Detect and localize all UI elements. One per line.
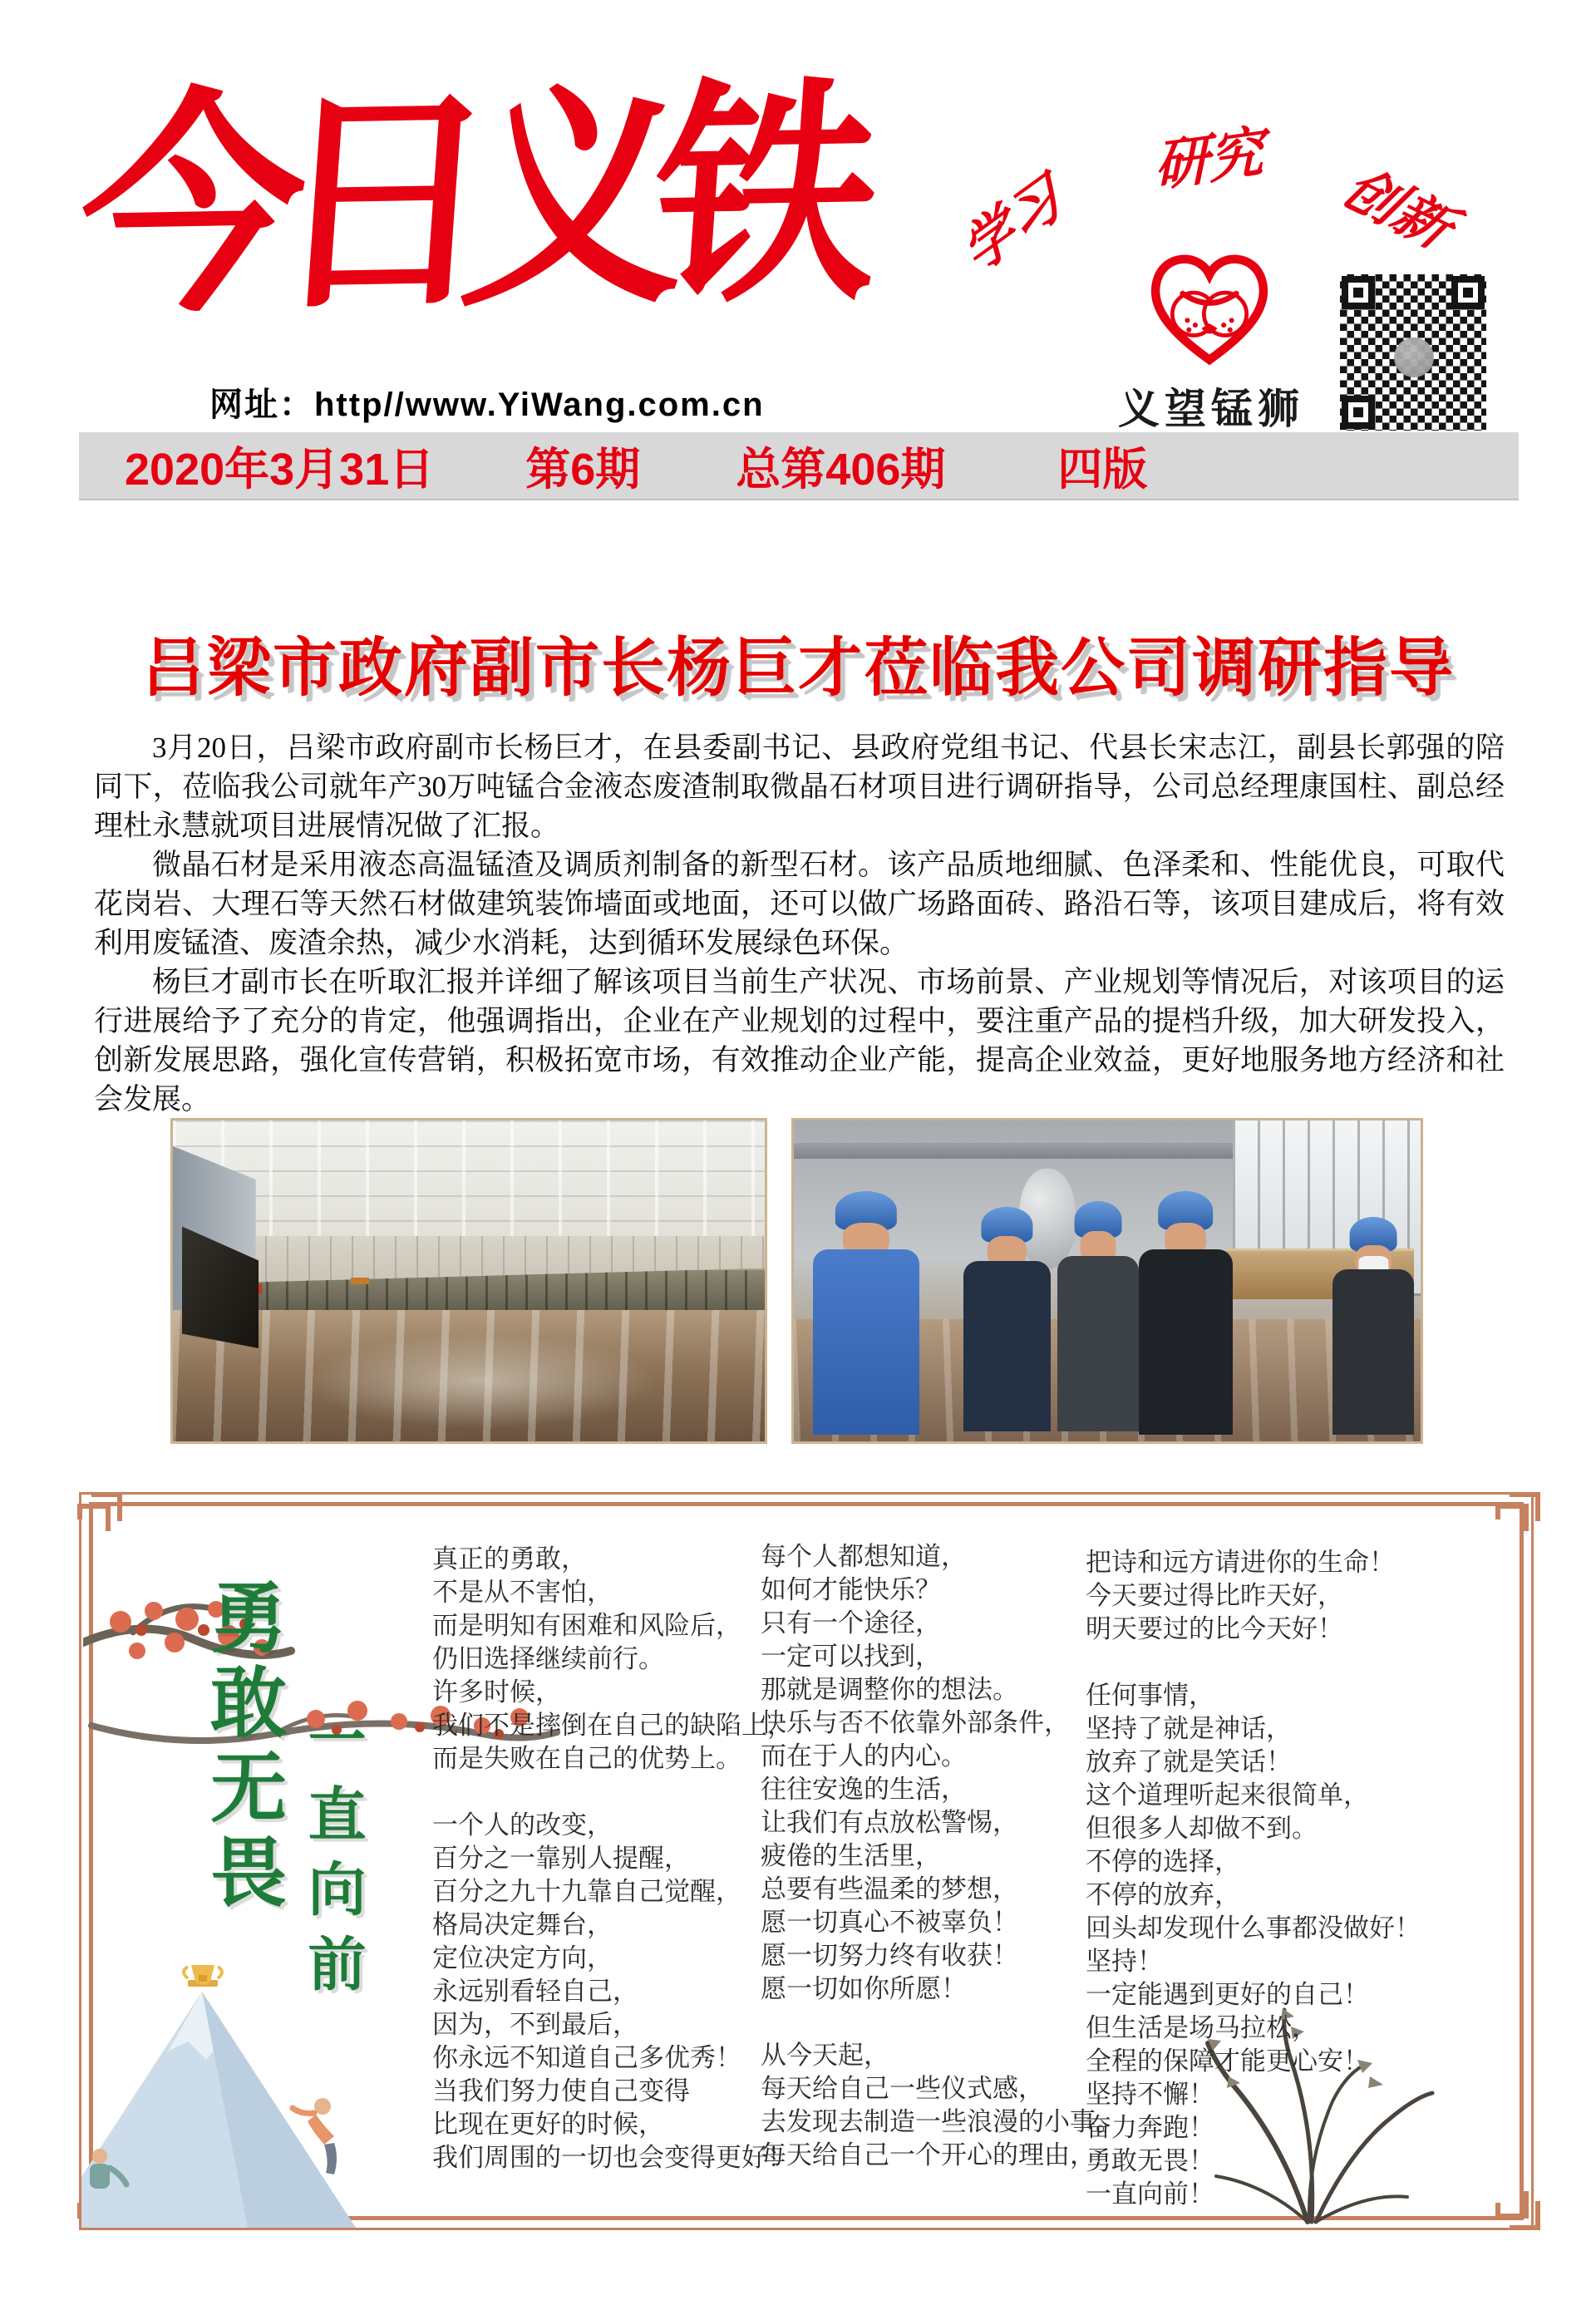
person-black-suit xyxy=(1139,1191,1233,1435)
poem-line: 全程的保障才能更心安！ xyxy=(1086,2046,1369,2076)
person-blue-jacket xyxy=(813,1191,919,1435)
poem-line: 定位决定方向， xyxy=(432,1943,613,1973)
poem-line: 明天要过的比今天好！ xyxy=(1086,1614,1343,1643)
issue-date: 2020年3月31日 xyxy=(125,444,435,495)
poem-line: 但生活是场马拉松， xyxy=(1086,2013,1318,2042)
photo-officials-visit xyxy=(791,1118,1423,1444)
poem-line: 去发现去制造一些浪漫的小事。 xyxy=(761,2107,1121,2136)
poem-line: 而是失败在自己的优势上。 xyxy=(432,1744,741,1773)
poem-line: 不停的放弃， xyxy=(1086,1880,1240,1909)
poem-line: 如何才能快乐？ xyxy=(761,1575,941,1604)
article-paragraph: 微晶石材是采用液态高温锰渣及调质剂制备的新型石材。该产品质地细腻、色泽柔和、性能优良，可取代花岗岩、大理石等天然石材做建筑装饰墙面或地面，还可以做广场路面砖、路沿石等，该项目建成后，将有效利用废锰渣、废渣余热，减少水消耗，达到循环发展绿色环保。 xyxy=(94,849,1505,959)
poem-line: 任何事情， xyxy=(1086,1681,1214,1710)
machine-accent xyxy=(351,1278,369,1284)
issue-number: 第6期 xyxy=(525,444,641,495)
poem-line: 我们周围的一切也会变得更好！ xyxy=(432,2143,793,2172)
qr-code xyxy=(1340,274,1486,431)
poem-line: 那就是调整你的想法。 xyxy=(761,1675,1018,1704)
qr-finder-icon xyxy=(1451,276,1485,309)
poem-line: 勇敢无畏！ xyxy=(1086,2146,1214,2175)
poem-line: 愿一切如你所愿！ xyxy=(761,1974,967,2003)
poem-line: 格局决定舞台， xyxy=(432,1910,613,1939)
torso xyxy=(1332,1269,1414,1435)
poem-line: 坚持了就是神话， xyxy=(1086,1714,1292,1743)
poem-line: 因为，不到最后， xyxy=(432,2010,638,2039)
article-paragraph: 杨巨才副市长在听取汇报并详细了解该项目当前生产状况、市场前景、产业规划等情况后，对该项目的运行进展给予了充分的肯定，他强调指出，企业在产业规划的过程中，要注重产品的提档升级，加大研发投入，创新发展思路，强化宣传营销，积极拓宽市场，有效推动企业产能，提高企业效益，更好地服务地方经济和社会发展。 xyxy=(94,966,1505,1116)
floor-reflection xyxy=(303,1332,658,1429)
poem-line xyxy=(432,1776,793,1809)
torso xyxy=(1139,1249,1233,1435)
poem-line: 不停的选择， xyxy=(1086,1847,1240,1876)
poem-column-3 xyxy=(1086,1546,1421,2211)
poem-line: 真正的勇敢， xyxy=(432,1544,587,1574)
poem-line: 但很多人却做不到。 xyxy=(1086,1814,1318,1843)
poem-line: 仍旧选择继续前行。 xyxy=(432,1644,664,1673)
site-url: 网址：http//www.YiWang.com.cn xyxy=(209,387,765,423)
poem-line: 比现在更好的时候， xyxy=(432,2110,664,2139)
article-headline: 吕梁市政府副市长杨巨才莅临我公司调研指导 xyxy=(141,633,1455,704)
poem-line: 一定能遇到更好的自己！ xyxy=(1086,1980,1369,2009)
mountain-trophy-illustration xyxy=(81,1958,439,2228)
slogan-study: 学习 xyxy=(951,163,1071,286)
poem-line: 这个道理听起来很简单， xyxy=(1086,1780,1369,1810)
poem-line: 你永远不知道自己多优秀！ xyxy=(432,2043,741,2072)
poem-line: 回头却发现什么事都没做好！ xyxy=(1086,1913,1421,1943)
torso xyxy=(963,1261,1052,1431)
person-gray-suit xyxy=(1057,1201,1139,1432)
poem-line: 疲倦的生活里， xyxy=(761,1841,941,1870)
poem-line: 放弃了就是笑话！ xyxy=(1086,1747,1292,1776)
poem-line: 每天给自己一个开心的理由， xyxy=(761,2140,1096,2170)
poem-line xyxy=(761,2006,1121,2039)
masthead-title: 今日义铁 xyxy=(71,55,856,347)
torso xyxy=(813,1249,919,1435)
poem-line: 总要有些温柔的梦想， xyxy=(761,1874,1018,1904)
poem-line: 百分之一靠别人提醒， xyxy=(432,1844,690,1873)
poem-line: 让我们有点放松警惕， xyxy=(761,1808,1018,1837)
page-number: 四版 xyxy=(1057,444,1148,495)
slogan-innovate: 创新 xyxy=(1330,156,1465,260)
poem-line: 坚持！ xyxy=(1086,1947,1163,1976)
vertical-title-sub: 一直向前 xyxy=(300,1709,365,2008)
poem-line: 永远别看轻自己， xyxy=(432,1977,638,2006)
fret-corner-icon xyxy=(70,1483,125,1538)
vertical-title-main: 勇敢无畏 xyxy=(200,1578,284,1917)
poem-column-1 xyxy=(432,1543,793,2174)
poem-line: 而是明知有困难和风险后， xyxy=(432,1611,741,1640)
poem-line: 一定可以找到， xyxy=(761,1642,941,1671)
poem-line: 坚持不懈！ xyxy=(1086,2080,1214,2109)
poem-line: 一直向前！ xyxy=(1086,2179,1214,2209)
slogan-research: 研究 xyxy=(1153,118,1264,199)
qr-finder-icon xyxy=(1342,396,1375,429)
poem-line: 今天要过得比昨天好， xyxy=(1086,1581,1343,1610)
qr-center-logo-icon xyxy=(1394,337,1434,377)
total-issue-number: 总第406期 xyxy=(736,444,946,495)
poem-line: 快乐与否不依靠外部条件， xyxy=(761,1708,1070,1737)
poem-line: 而在于人的内心。 xyxy=(761,1741,967,1771)
poem-line: 一个人的改变， xyxy=(432,1810,613,1840)
person-with-mask xyxy=(1332,1217,1414,1435)
workshop-beam xyxy=(794,1143,1233,1159)
poetry-section-frame xyxy=(79,1492,1534,2230)
logo-text: 义望锰狮 xyxy=(1118,386,1304,432)
article-paragraph: 3月20日，吕梁市政府副市长杨巨才，在县委副书记、县政府党组书记、代县长宋志江，副县长郭强的陪同下，莅临我公司就年产30万吨锰合金液态废渣制取微晶石材项目进行调研指导，公司总经理康国柱、副总经理杜永慧就项目进展情况做了汇报。 xyxy=(94,731,1505,842)
poem-line: 愿一切真心不被辜负！ xyxy=(761,1908,1018,1937)
article-body xyxy=(94,728,1505,1119)
date-bar xyxy=(79,432,1519,500)
poem-line: 当我们努力使自己变得 xyxy=(432,2076,690,2106)
torso xyxy=(1057,1256,1139,1431)
poem-line: 奋力奔跑！ xyxy=(1086,2113,1214,2142)
poem-line: 我们不是摔倒在自己的缺陷上， xyxy=(432,1711,793,1740)
poem-line xyxy=(1086,1646,1421,1679)
fret-corner-icon xyxy=(1488,2184,1543,2239)
lion-heart-logo-icon xyxy=(1130,248,1288,381)
person-navy-suit xyxy=(963,1207,1052,1431)
qr-finder-icon xyxy=(1342,276,1375,309)
poem-line: 百分之九十九靠自己觉醒， xyxy=(432,1877,741,1906)
fret-corner-icon xyxy=(1488,1483,1543,1538)
poem-line: 从今天起， xyxy=(761,2041,889,2070)
photo-factory-workshop xyxy=(170,1118,767,1444)
poem-line: 把诗和远方请进你的生命！ xyxy=(1086,1548,1395,1577)
poem-line: 不是从不害怕， xyxy=(432,1578,613,1607)
poem-line: 每天给自己一些仪式感， xyxy=(761,2074,1044,2103)
poem-line: 愿一切努力终有收获！ xyxy=(761,1941,1018,1970)
poem-line: 只有一个途径， xyxy=(761,1608,941,1638)
poem-line: 每个人都想知道， xyxy=(761,1542,967,1571)
poem-line: 许多时候， xyxy=(432,1677,561,1707)
poem-line: 往往安逸的生活， xyxy=(761,1775,967,1804)
poem-column-2 xyxy=(761,1540,1121,2172)
